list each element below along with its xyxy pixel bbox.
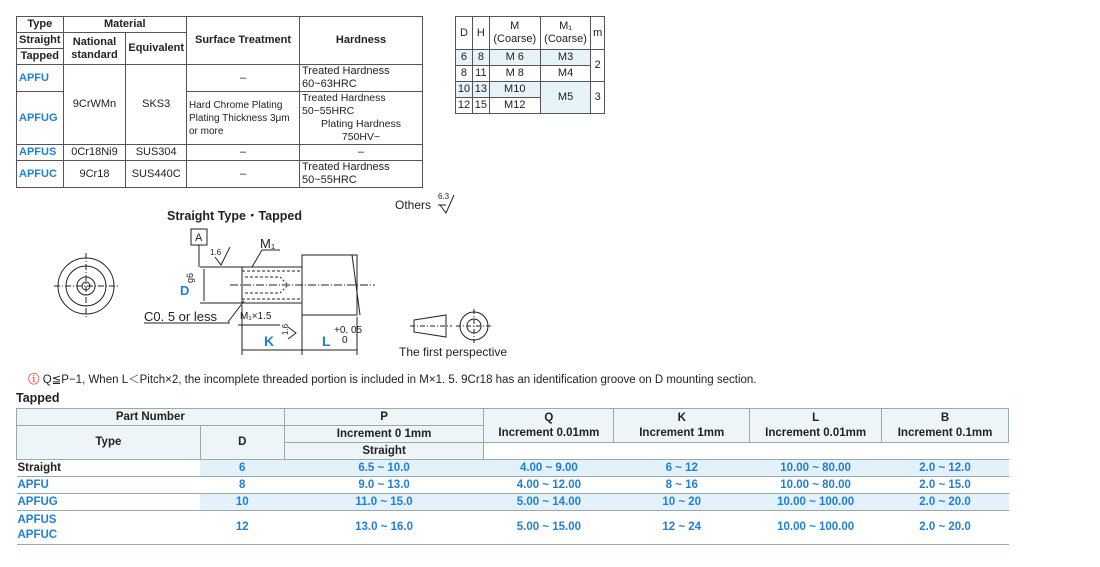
row-p: 11.0 ~ 15.0 [284,494,484,511]
h-header: H [472,17,489,50]
row-k: 6 ~ 12 [614,460,750,477]
d-label: D [180,283,190,298]
row-b: 2.0 ~ 12.0 [882,460,1009,477]
type-apfuc: APFUC [17,161,64,188]
size-mm: 2 [591,50,605,82]
surface-apfug: Hard Chrome Plating Plating Thickness 3μm or more [187,92,300,145]
b-header [882,409,1009,443]
row-l: 10.00 ~ 80.00 [750,460,882,477]
row-d: 6 [200,460,284,477]
row-type: APFUG [17,494,201,511]
size-m: M 8 [489,66,540,82]
k-header [614,409,750,443]
tapped-table [16,408,1009,545]
type-apfu: APFU [17,65,64,92]
roughness-1: 1.6 [210,248,222,257]
k-header-inc: Increment 1mm [639,426,725,439]
hardness-header: Hardness [300,17,423,65]
tolerance-upper: +0. 05 [334,325,363,336]
size-h: 15 [472,98,489,114]
national-9crwmn: 9CrWMn [63,65,126,145]
size-d: 8 [456,66,473,82]
size-h: 13 [472,82,489,98]
size-h: 8 [472,50,489,66]
row-type: APFU [17,477,201,494]
mm-header: m [591,17,605,50]
table-row [17,477,1009,494]
size-m1: M4 [540,66,591,82]
row-type: Straight [17,460,201,477]
m1-header-sub: (Coarse) [544,33,587,45]
type-header: Type [17,17,64,33]
hardness-apfuc: Treated Hardness 50~55HRC [300,161,423,188]
type-col-header: Type [17,426,201,460]
tapped-header: Tapped [17,49,64,65]
size-d: 12 [456,98,473,114]
row-l: 10.00 ~ 80.00 [750,477,882,494]
material-table [16,16,423,188]
row-k: 12 ~ 24 [614,511,750,545]
hardness-apfug [300,92,423,145]
others-label: Others [395,198,432,212]
equivalent-header: Equivalent [126,33,187,65]
b-header-label: B [940,411,950,424]
row-b: 2.0 ~ 15.0 [882,477,1009,494]
size-m: M 6 [489,50,540,66]
perspective-label: The first perspective [399,345,508,359]
m-header [489,17,540,50]
row-d: 8 [200,477,284,494]
l-header-label: L [812,411,820,424]
q-header-inc: Increment 0.01mm [498,426,600,439]
table-row [17,460,1009,477]
surface-header: Surface Treatment [187,17,300,65]
hardness-apfug-2: Plating Hardness 750HV~ [321,118,401,143]
roughness-2: 1.6 [281,323,291,336]
national-9cr18: 9Cr18 [63,161,126,188]
q-header [484,409,614,443]
size-m: M12 [489,98,540,114]
national-0cr18ni9: 0Cr18Ni9 [63,145,126,161]
row-k: 8 ~ 16 [614,477,750,494]
note-body: Q≦P−1, When L＜Pitch×2, the incomplete threaded portion is included in M×1. 5. 9Cr18 has an identification groove on D mounting section. [42,374,757,386]
p-inc-header: Increment 0 1mm [284,426,484,443]
thread-label: M₁×1.5 [240,311,272,322]
type-apfug: APFUG [17,92,64,145]
row-d: 10 [200,494,284,511]
k-header-label: K [677,411,686,424]
material-header: Material [63,17,186,33]
table-row [17,494,1009,511]
technical-drawing [40,185,560,365]
equivalent-sus304: SUS304 [126,145,187,161]
k-label: K [264,333,275,349]
row-k: 10 ~ 20 [614,494,750,511]
m1-label: M₁ [260,236,276,251]
l-header [750,409,882,443]
hardness-apfug-1: Treated Hardness 50~55HRC [302,92,386,117]
row-d: 12 [200,511,284,545]
row-q: 5.00 ~ 15.00 [484,511,614,545]
row-l: 10.00 ~ 100.00 [750,511,882,545]
surface-apfu: – [187,65,300,92]
size-m: M10 [489,82,540,98]
row-b: 2.0 ~ 20.0 [882,511,1009,545]
warning-icon: ⓘ [28,374,40,386]
row-type [17,511,201,545]
drawing-title: Straight Type・Tapped [167,209,302,223]
row-p: 6.5 ~ 10.0 [284,460,484,477]
row-q: 4.00 ~ 12.00 [484,477,614,494]
table-row [17,511,1009,545]
tapped-title: Tapped [16,391,60,405]
d-tolerance: g6 [185,272,196,284]
size-d: 6 [456,50,473,66]
size-h: 11 [472,66,489,82]
tolerance-lower: 0 [342,335,348,346]
chamfer-label: C0. 5 or less [144,309,217,324]
size-m1: M3 [540,50,591,66]
d-header: D [456,17,473,50]
row-p: 13.0 ~ 16.0 [284,511,484,545]
size-d: 10 [456,82,473,98]
straight-header: Straight [17,33,64,49]
row-l: 10.00 ~ 100.00 [750,494,882,511]
m-header-sub: (Coarse) [493,33,537,45]
national-header: National standard [63,33,126,65]
hardness-apfus: – [300,145,423,161]
row-p: 9.0 ~ 13.0 [284,477,484,494]
straight-col-header: Straight [284,443,484,460]
l-label: L [322,333,331,349]
row-type-2: APFUC [17,528,58,541]
row-b: 2.0 ~ 20.0 [882,494,1009,511]
q-header-label: Q [544,411,554,424]
equivalent-sus440c: SUS440C [126,161,187,188]
m1-header-label: M₁ [559,20,572,32]
note-text [28,371,757,387]
size-table [455,16,605,114]
m-header-label: M [510,20,520,32]
m1-header [540,17,591,50]
row-type-1: APFUS [17,513,57,526]
others-roughness: 6.3 [438,192,450,201]
surface-apfus: – [187,145,300,161]
hardness-apfu: Treated Hardness 60~63HRC [300,65,423,92]
datum-label: A [195,232,203,244]
size-m1: M5 [540,82,591,114]
size-mm: 3 [591,82,605,114]
row-q: 4.00 ~ 9.00 [484,460,614,477]
drawing-lines [40,185,560,365]
type-apfus: APFUS [17,145,64,161]
p-header: P [284,409,484,426]
row-q: 5.00 ~ 14.00 [484,494,614,511]
equivalent-sks3: SKS3 [126,65,187,145]
part-number-header: Part Number [17,409,285,426]
surface-apfuc: – [187,161,300,188]
d-col-header: D [200,426,284,460]
l-header-inc: Increment 0.01mm [765,426,867,439]
b-header-inc: Increment 0.1mm [897,426,993,439]
